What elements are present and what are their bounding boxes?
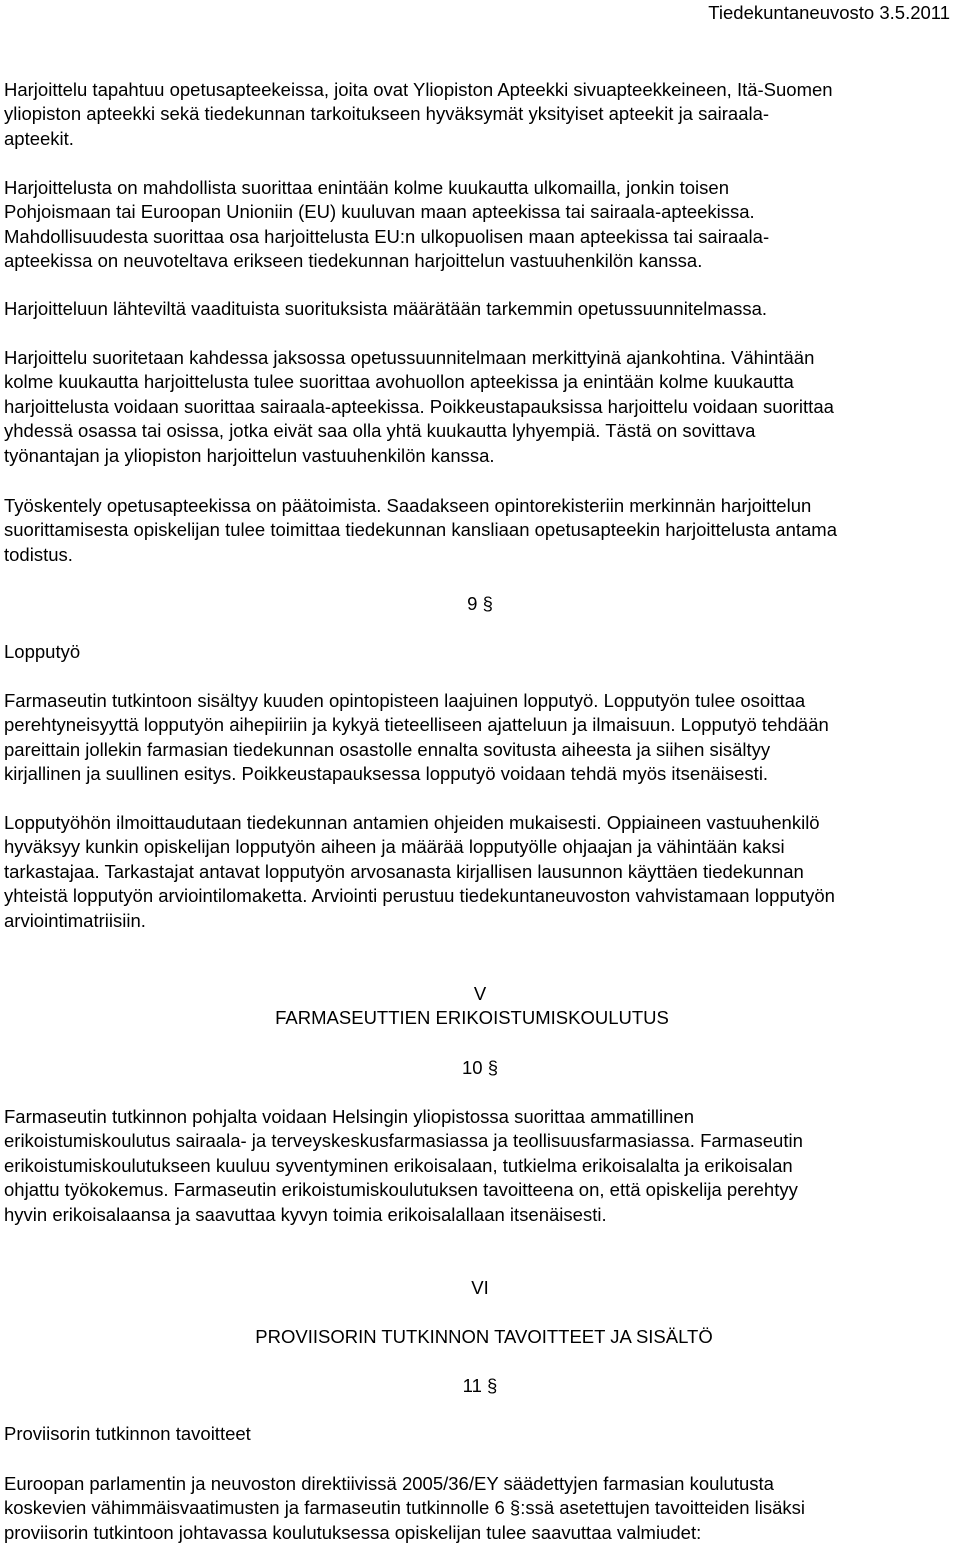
text-line: Työskentely opetusapteekissa on päätoimista. Saadakseen opintorekisteriin merkinnän harjoittelun: [4, 495, 812, 516]
paragraph-ulkomaat: [4, 176, 956, 274]
text-line: erikoistumiskoulutus sairaala- ja terveyskeskusfarmasiassa ja teollisuusfarmasiassa. Farmaseutin: [4, 1130, 803, 1152]
text-line: pareittain jollekin farmasian tiedekunnan osastolle ennalta sovitusta aiheesta ja siihen sisältyy: [4, 738, 771, 760]
heading-lopputyo: Lopputyö: [4, 641, 81, 662]
paragraph-harjoittelupaikat: [4, 78, 956, 151]
chapter-number-vi: VI: [471, 1277, 489, 1298]
text-line: yliopiston apteekki sekä tiedekunnan tarkoitukseen hyväksymät yksityiset apteekit ja sairaala-: [4, 103, 770, 125]
text-line: koskevien vähimmäisvaatimusten ja farmaseutin tutkinnolle 6 §:ssä asetettujen tavoitteiden lisäksi: [4, 1497, 806, 1519]
section-number-10: 10 §: [461, 1057, 498, 1078]
text-line: työnantajan ja yliopiston harjoittelun vastuuhenkilön kanssa.: [4, 444, 495, 466]
paragraph-direktiivi: [4, 1472, 956, 1545]
text-line: Harjoittelu suoritetaan kahdessa jaksossa opetussuunnitelmaan merkittyinä ajankohtina. Vähintään: [4, 347, 815, 368]
section-number-9: 9 §: [467, 593, 493, 614]
paragraph-suoritukset: [4, 297, 956, 321]
text-line: apteekissa on neuvoteltava erikseen tiedekunnan harjoittelun vastuuhenkilön kanssa.: [4, 250, 703, 272]
text-line: erikoistumiskoulutukseen kuuluu syventyminen erikoisalaan, tutkielma erikoisalalta ja erikoisalan: [4, 1154, 793, 1176]
text-line: ohjattu työkokemus. Farmaseutin erikoistumiskoulutuksen tavoitteena on, että opiskelija perehtyy: [4, 1179, 798, 1201]
paragraph-ilmoittautuminen: [4, 811, 956, 933]
paragraph-erikoistumiskoulutus: [4, 1105, 956, 1227]
text-line: arviointimatriisiin.: [4, 909, 146, 931]
text-line: kolme kuukautta harjoittelusta tulee suorittaa avohuollon apteekissa ja enintään kolme kuukautta: [4, 371, 794, 393]
document-header: Tiedekuntaneuvosto 3.5.2011: [708, 2, 950, 23]
chapter-title-v: FARMASEUTTIEN ERIKOISTUMISKOULUTUS: [275, 1007, 669, 1028]
chapter-number-v: V: [473, 983, 487, 1004]
text-line: Lopputyöhön ilmoittaudutaan tiedekunnan antamien ohjeiden mukaisesti. Oppiaineen vastuuhenkilö: [4, 812, 820, 833]
text-line: Harjoitteluun lähteviltä vaadituista suorituksista määrätään tarkemmin opetussuunnitelmassa.: [4, 298, 767, 319]
paragraph-lopputyo: [4, 689, 956, 787]
chapter-title-vi: PROVIISORIN TUTKINNON TAVOITTEET JA SISÄLTÖ: [255, 1326, 713, 1347]
paragraph-tyoskentely: [4, 494, 956, 567]
text-line: Mahdollisuudesta suorittaa osa harjoittelusta EU:n ulkopuolisen maan apteekissa tai sairaala-: [4, 225, 770, 247]
text-line: hyvin erikoisalaansa ja saavuttaa kyvyn toimia erikoisalallaan itsenäisesti.: [4, 1203, 607, 1225]
text-line: proviisorin tutkintoon johtavassa koulutuksessa opiskelijan tulee saavuttaa valmiudet:: [4, 1521, 702, 1543]
text-line: Harjoittelusta on mahdollista suorittaa enintään kolme kuukautta ulkomailla, jonkin toisen: [4, 177, 729, 198]
text-line: apteekit.: [4, 127, 74, 149]
text-line: hyväksyy kunkin opiskelijan lopputyön aiheen ja määrää lopputyölle ohjaajan ja vähintään kaksi: [4, 836, 785, 858]
text-line: yhdessä osassa tai osissa, jotka eivät saa olla yhtä kuukautta lyhyempiä. Tästä on sovittava: [4, 420, 756, 442]
text-line: Farmaseutin tutkintoon sisältyy kuuden opintopisteen laajuinen lopputyö. Lopputyön tulee osoittaa: [4, 690, 806, 711]
text-line: Euroopan parlamentin ja neuvoston direktiivissä 2005/36/EY säädettyjen farmasian koulutusta: [4, 1473, 774, 1494]
text-line: Farmaseutin tutkinnon pohjalta voidaan Helsingin yliopistossa suorittaa ammatillinen: [4, 1106, 695, 1127]
heading-proviisori: Proviisorin tutkinnon tavoitteet: [4, 1423, 251, 1444]
text-line: suorittamisesta opiskelijan tulee toimittaa tiedekunnan kansliaan opetusapteekin harjoittelusta antama: [4, 519, 838, 541]
text-line: harjoittelusta voidaan suorittaa sairaala-apteekissa. Poikkeustapauksissa harjoittelu voidaan suorittaa: [4, 395, 834, 417]
text-line: kirjallinen ja suullinen esitys. Poikkeustapauksessa lopputyö voidaan tehdä myös itsenäisesti.: [4, 763, 769, 785]
text-line: tarkastajaa. Tarkastajat antavat lopputyön arvosanasta kirjallisen lausunnon käyttäen tiedekunnan: [4, 860, 804, 882]
text-line: yhteistä lopputyön arviointilomaketta. Arviointi perustuu tiedekuntaneuvoston vahvistamaan lopputyön: [4, 885, 835, 907]
text-line: perehtyneisyyttä lopputyön aihepiiriin ja kykyä tieteelliseen ajatteluun ja ilmaisuun. Lopputyö tehdään: [4, 714, 829, 736]
text-line: Harjoittelu tapahtuu opetusapteekeissa, joita ovat Yliopiston Apteekki sivuapteekkeineen, Itä-Suomen: [4, 79, 833, 100]
paragraph-jaksot: [4, 346, 956, 468]
text-line: todistus.: [4, 543, 73, 565]
section-number-11: 11 §: [462, 1375, 498, 1396]
text-line: Pohjoismaan tai Euroopan Unioniin (EU) kuuluvan maan apteekissa tai sairaala-apteekissa.: [4, 201, 755, 223]
